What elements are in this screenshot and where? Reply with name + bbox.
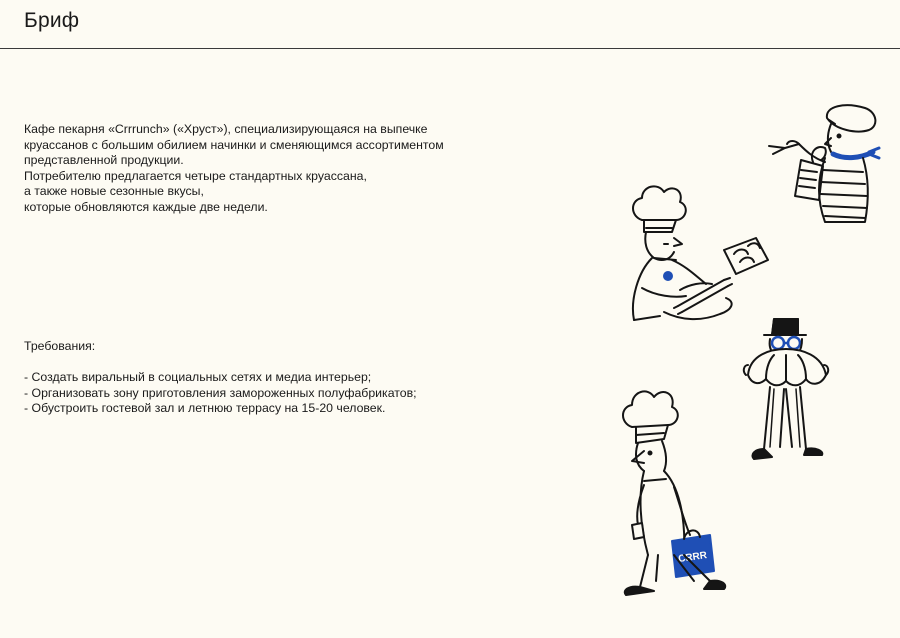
intro-line: которые обновляются каждые две недели. <box>24 199 268 214</box>
illustrations-svg <box>600 95 900 605</box>
intro-text <box>24 122 584 216</box>
croissant-man-illustration <box>744 319 828 459</box>
illustrations <box>600 95 900 605</box>
requirement-item: - Организовать зону приготовления замороженных полуфабрикатов; <box>24 385 417 400</box>
spacer <box>24 355 584 371</box>
intro-line: а также новые сезонные вкусы, <box>24 184 204 199</box>
requirements-heading: Требования: <box>24 339 96 353</box>
chef-walking-illustration <box>623 391 725 595</box>
intro-line: круассанов с большим обилием начинки и сменяющимся ассортиментом <box>24 137 444 152</box>
bag-label: CRRR <box>677 550 708 565</box>
requirements-section <box>24 339 584 417</box>
header-bar <box>0 0 900 49</box>
requirement-item: - Обустроить гостевой зал и летнюю террасу на 15-20 человек. <box>24 401 386 416</box>
painter-illustration <box>769 105 879 222</box>
requirement-item: - Создать виральный в социальных сетях и медиа интерьер; <box>24 370 372 385</box>
intro-line: представленной продукции. <box>24 153 184 168</box>
intro-line: Кафе пекарня «Crrrunch» («Хруст»), специализирующаяся на выпечке <box>24 122 428 136</box>
page-title: Бриф <box>24 9 80 32</box>
intro-line: Потребителю предлагается четыре стандартных круассана, <box>24 168 367 183</box>
chef-rolling-illustration <box>633 186 768 320</box>
